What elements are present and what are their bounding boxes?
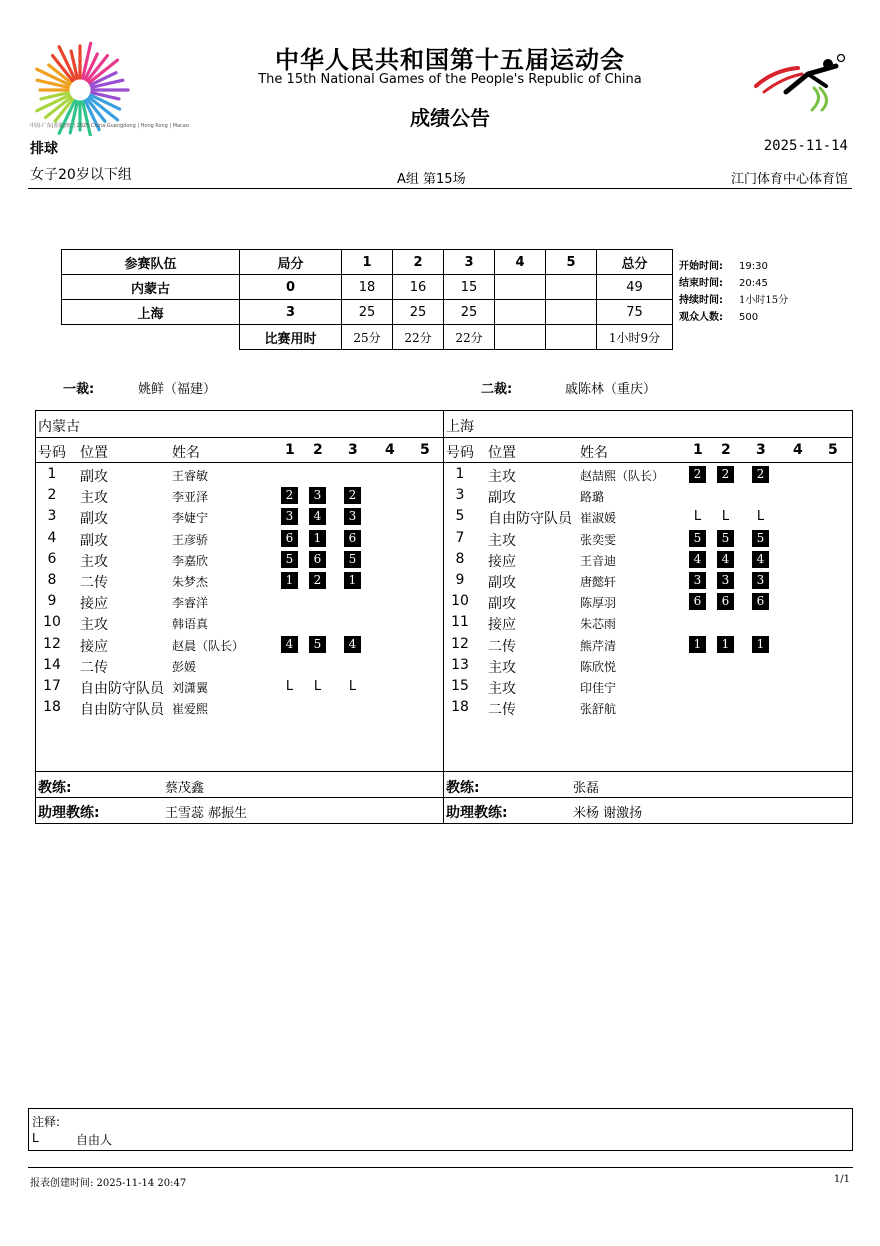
set-duration: [546, 325, 597, 350]
player-row: [444, 485, 852, 506]
starting-position-badge: 1: [752, 636, 769, 653]
player-name: 彭媛: [172, 659, 197, 674]
player-row: [444, 549, 852, 570]
notes-description: 自由人: [76, 1133, 113, 1147]
col-header-set: 3: [756, 442, 766, 458]
end-time-label: 结束时间:: [679, 278, 723, 289]
duration-row: [62, 325, 673, 350]
col-header-set: 1: [693, 442, 703, 458]
assistant-coach-names: 王雪蕊 郝振生: [165, 806, 248, 821]
player-position: 主攻: [488, 532, 516, 549]
total-duration: 1小时9分: [597, 325, 673, 350]
starting-position-badge: 2: [717, 466, 734, 483]
set-score: 18: [342, 275, 393, 300]
starting-position-badge: 1: [281, 572, 298, 589]
player-position: 主攻: [488, 469, 516, 485]
divider: [444, 437, 852, 438]
player-number: 3: [47, 508, 57, 525]
starting-position-badge: 6: [344, 530, 361, 547]
player-name: 崔淑媛: [580, 511, 617, 526]
libero-mark: L: [756, 509, 765, 525]
starting-position-badge: 3: [309, 487, 326, 504]
player-row: [36, 528, 443, 549]
player-row: [444, 612, 852, 633]
starting-position-badge: 1: [344, 572, 361, 589]
player-number: 3: [455, 487, 465, 504]
player-name: 唐懿轩: [580, 575, 617, 589]
assistant-coach-label: 助理教练:: [38, 805, 100, 821]
player-position: 副攻: [488, 596, 516, 613]
col-header-pos: 位置: [80, 445, 108, 461]
player-number: 2: [47, 487, 57, 504]
sets-won: 3: [240, 300, 342, 325]
match-info: [679, 258, 788, 326]
starting-position-badge: 3: [752, 572, 769, 589]
player-number: 1: [47, 466, 57, 482]
col-header-set: 2: [313, 442, 323, 458]
set-score: [495, 275, 546, 300]
duration-label: 持续时间:: [679, 295, 723, 306]
total-header: 总分: [597, 250, 673, 275]
report-title: 成绩公告: [410, 106, 490, 130]
starting-position-badge: 4: [717, 551, 734, 568]
libero-mark: L: [693, 509, 702, 525]
starting-position-badge: 3: [717, 572, 734, 589]
player-row: [444, 528, 852, 549]
player-row: [444, 634, 852, 655]
starting-position-badge: 5: [344, 551, 361, 568]
player-number: 8: [47, 572, 57, 588]
player-name: 陈厚羽: [580, 596, 617, 611]
first-referee-name: 姚鲜（福建）: [138, 382, 217, 397]
end-time: 20:45: [739, 278, 768, 289]
starting-position-badge: 3: [344, 508, 361, 525]
set-header: 4: [495, 250, 546, 275]
player-number: 13: [451, 656, 469, 673]
player-row: [444, 506, 852, 527]
player-position: 二传: [488, 702, 516, 719]
player-name: 赵喆熙（队长）: [580, 469, 665, 483]
player-row: [444, 676, 852, 697]
team-header: 参赛队伍: [62, 250, 240, 275]
divider: [36, 797, 443, 798]
player-row: [36, 612, 443, 633]
player-number: 9: [455, 572, 465, 588]
group-match-label: A组 第15场: [397, 172, 466, 187]
player-number: 14: [43, 656, 61, 673]
header-divider: [28, 188, 852, 189]
libero-mark: L: [285, 679, 294, 694]
sport-label: 排球: [30, 141, 58, 157]
left-team-roster: [36, 411, 444, 823]
starting-position-badge: 3: [689, 572, 706, 589]
player-position: 二传: [80, 659, 108, 676]
divider: [444, 771, 852, 772]
set-header: 5: [546, 250, 597, 275]
col-header-num: 号码: [38, 445, 66, 461]
logo-caption: 中国·广东|香港|澳门 2025 China·Guangdong | Hong Kong | Macao: [30, 123, 189, 129]
attendance-label: 观众人数:: [679, 312, 723, 323]
starting-position-badge: 6: [309, 551, 326, 568]
player-position: 主攻: [488, 681, 516, 697]
player-row: [36, 570, 443, 591]
col-header-set: 5: [828, 442, 838, 458]
player-row: [444, 655, 852, 676]
player-row: [36, 464, 443, 485]
player-position: 副攻: [488, 575, 516, 591]
notes-box: [28, 1108, 853, 1151]
player-number: 15: [451, 678, 469, 694]
set-score: 16: [393, 275, 444, 300]
player-name: 印佳宁: [580, 681, 617, 695]
libero-mark: L: [348, 679, 357, 694]
col-header-pos: 位置: [488, 445, 516, 461]
player-position: 自由防守队员: [488, 511, 572, 528]
player-position: 二传: [80, 575, 108, 591]
player-position: 主攻: [80, 553, 108, 570]
player-number: 5: [455, 508, 465, 525]
starting-position-badge: 6: [689, 593, 706, 610]
player-number: 9: [47, 593, 57, 610]
divider: [444, 462, 852, 463]
set-duration: 22分: [393, 325, 444, 350]
page-title: 中华人民共和国第十五届运动会: [275, 46, 625, 74]
player-position: 接应: [488, 553, 516, 570]
starting-position-badge: 4: [752, 551, 769, 568]
divider: [36, 462, 443, 463]
assistant-coach-names: 米杨 谢激扬: [573, 806, 643, 821]
player-row: [36, 549, 443, 570]
second-referee-name: 戚陈林（重庆）: [565, 382, 657, 397]
team-name: 上海: [62, 300, 240, 325]
set-score: [495, 300, 546, 325]
starting-position-badge: 2: [689, 466, 706, 483]
set-duration: [495, 325, 546, 350]
coach-label: 教练:: [38, 780, 72, 796]
starting-position-badge: 3: [281, 508, 298, 525]
player-position: 主攻: [80, 617, 108, 634]
starting-position-badge: 2: [752, 466, 769, 483]
player-name: 李睿洋: [172, 596, 209, 611]
divider: [444, 797, 852, 798]
player-position: 副攻: [80, 469, 108, 485]
duration-label: 比赛用时: [240, 325, 342, 350]
roster-table: [35, 410, 853, 824]
player-name: 陈欣悦: [580, 659, 617, 674]
player-number: 12: [43, 635, 61, 652]
total-score: 75: [597, 300, 673, 325]
attendance-value: 500: [739, 312, 759, 323]
starting-position-badge: 1: [689, 636, 706, 653]
score-header-row: [62, 250, 673, 275]
score-row: [62, 300, 673, 325]
libero-mark: L: [721, 509, 730, 525]
footer-divider: [28, 1167, 853, 1168]
assistant-coach-label: 助理教练:: [446, 805, 508, 821]
venue-label: 江门体育中心体育馆: [730, 172, 848, 187]
set-header: 2: [393, 250, 444, 275]
right-team-roster: [444, 411, 852, 823]
divider: [36, 437, 443, 438]
starting-position-badge: 4: [281, 636, 298, 653]
player-number: 6: [47, 550, 57, 567]
col-header-set: 5: [420, 442, 430, 458]
team-title: 内蒙古: [38, 419, 80, 435]
player-position: 接应: [80, 638, 108, 655]
player-number: 1: [455, 466, 465, 482]
player-name: 李婕宁: [172, 511, 209, 526]
starting-position-badge: 4: [344, 636, 361, 653]
player-row: [36, 697, 443, 718]
player-number: 8: [455, 550, 465, 567]
player-number: 4: [47, 529, 57, 546]
player-name: 李亚泽: [172, 490, 209, 505]
player-row: [36, 506, 443, 527]
set-score: [546, 275, 597, 300]
col-header-set: 1: [285, 442, 295, 458]
col-header-set: 4: [793, 442, 803, 458]
total-score: 49: [597, 275, 673, 300]
starting-position-badge: 2: [281, 487, 298, 504]
player-number: 18: [43, 699, 61, 716]
starting-position-badge: 4: [689, 551, 706, 568]
player-number: 12: [451, 635, 469, 652]
player-name: 赵晨（队长）: [172, 638, 245, 653]
sets-won: 0: [240, 275, 342, 300]
col-header-num: 号码: [446, 445, 474, 461]
player-row: [36, 591, 443, 612]
col-header-set: 4: [385, 442, 395, 458]
set-score: [546, 300, 597, 325]
starting-position-badge: 2: [344, 487, 361, 504]
starting-position-badge: 5: [281, 551, 298, 568]
player-row: [444, 464, 852, 485]
player-position: 副攻: [80, 532, 108, 549]
player-position: 接应: [488, 617, 516, 634]
player-number: 18: [451, 699, 469, 716]
start-time: 19:30: [739, 261, 768, 272]
col-header-name: 姓名: [172, 445, 200, 461]
sets-header: 局分: [240, 250, 342, 275]
divider: [36, 771, 443, 772]
libero-mark: L: [313, 679, 322, 694]
set-duration: 25分: [342, 325, 393, 350]
player-position: 副攻: [80, 511, 108, 528]
page-subtitle: The 15th National Games of the People's Republic of China: [258, 72, 642, 87]
starting-position-badge: 2: [309, 572, 326, 589]
starting-position-badge: 6: [281, 530, 298, 547]
player-number: 11: [451, 614, 469, 631]
coach-name: 蔡茂鑫: [165, 781, 205, 796]
starting-position-badge: 1: [717, 636, 734, 653]
player-number: 10: [451, 593, 469, 610]
player-name: 熊芹清: [580, 638, 617, 653]
player-row: [36, 634, 443, 655]
player-name: 韩语真: [172, 617, 209, 632]
player-name: 崔爱熙: [172, 702, 209, 717]
coach-label: 教练:: [446, 780, 480, 796]
player-position: 主攻: [80, 490, 108, 507]
player-name: 张奕雯: [580, 532, 617, 547]
player-row: [36, 485, 443, 506]
score-row: [62, 275, 673, 300]
coach-name: 张磊: [573, 781, 600, 796]
category-label: 女子20岁以下组: [30, 167, 132, 183]
notes-title: 注释:: [32, 1115, 61, 1129]
player-position: 自由防守队员: [80, 681, 164, 697]
player-position: 接应: [80, 596, 108, 613]
created-time: 报表创建时间: 2025-11-14 20:47: [30, 1178, 187, 1189]
player-name: 王彦骄: [172, 532, 209, 547]
col-header-set: 2: [721, 442, 731, 458]
starting-position-badge: 5: [717, 530, 734, 547]
set-score: 15: [444, 275, 495, 300]
starting-position-badge: 6: [717, 593, 734, 610]
player-name: 王睿敏: [172, 469, 209, 483]
player-row: [444, 697, 852, 718]
starting-position-badge: 1: [309, 530, 326, 547]
page-number: 1/1: [833, 1174, 850, 1185]
player-number: 7: [455, 529, 465, 546]
player-name: 朱芯雨: [580, 617, 617, 632]
player-row: [444, 570, 852, 591]
set-score: 25: [444, 300, 495, 325]
second-referee-label: 二裁:: [481, 382, 513, 397]
starting-position-badge: 5: [309, 636, 326, 653]
player-name: 张舒航: [580, 702, 617, 717]
player-name: 刘潇翼: [172, 681, 209, 695]
report-date: 2025-11-14: [763, 138, 848, 154]
set-header: 1: [342, 250, 393, 275]
player-name: 王音迪: [580, 553, 617, 568]
col-header-name: 姓名: [580, 445, 608, 461]
starting-position-badge: 4: [309, 508, 326, 525]
first-referee-label: 一裁:: [63, 382, 95, 397]
notes-code: L: [32, 1131, 39, 1145]
player-name: 李嘉欣: [172, 553, 209, 568]
player-position: 副攻: [488, 490, 516, 507]
set-duration: 22分: [444, 325, 495, 350]
team-name: 内蒙古: [62, 275, 240, 300]
duration-value: 1小时15分: [739, 295, 789, 306]
set-header: 3: [444, 250, 495, 275]
player-position: 主攻: [488, 659, 516, 676]
set-score: 25: [342, 300, 393, 325]
starting-position-badge: 6: [752, 593, 769, 610]
player-row: [36, 676, 443, 697]
team-title: 上海: [446, 419, 474, 435]
player-number: 10: [43, 614, 61, 631]
player-number: 17: [43, 678, 61, 694]
player-position: 二传: [488, 638, 516, 655]
starting-position-badge: 5: [752, 530, 769, 547]
col-header-set: 3: [348, 442, 358, 458]
start-time-label: 开始时间:: [679, 261, 723, 272]
score-table: [61, 249, 673, 350]
starting-position-badge: 5: [689, 530, 706, 547]
set-score: 25: [393, 300, 444, 325]
player-name: 路璐: [580, 490, 605, 505]
player-row: [444, 591, 852, 612]
player-position: 自由防守队员: [80, 702, 164, 719]
player-name: 朱梦杰: [172, 575, 209, 589]
player-row: [36, 655, 443, 676]
